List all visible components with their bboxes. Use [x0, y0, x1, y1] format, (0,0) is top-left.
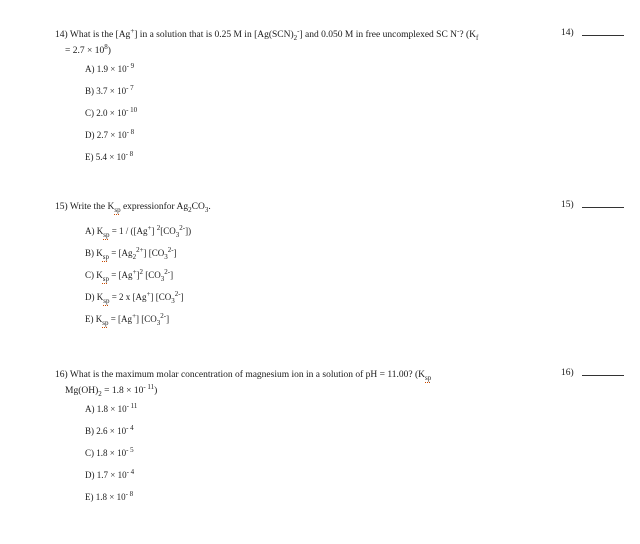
question-15: [55, 200, 575, 330]
option-e[interactable]: E) $5.4 \times 10^{- 8}$: [85, 150, 134, 162]
option-d[interactable]: D) $K_{sp} = 2$ x [Ag+] $[CO_3^{2-}]$: [85, 290, 184, 305]
option-a[interactable]: A) $K_{sp} = 1 / ([Ag^+]$ $^2[CO_3^{2-}]$): [85, 224, 192, 239]
option-d[interactable]: D) $1.7 \times 10^{- 4}$: [85, 468, 135, 480]
answer-line[interactable]: [582, 375, 624, 376]
question-16-stem: 16) What is the maximum molar concentration of magnesium ion in a solution of pH = 11.00? ($K_{sp}$: [55, 370, 432, 382]
option-a[interactable]: A) $1.9 \times 10^{- 9}$: [85, 62, 135, 74]
question-14-stem: 14) What is the [Ag+] in a solution that is 0.25 M in $[Ag(SCN)_2^-]$ and 0.050 M in free uncomplexed SC N-? ($K_f$: [55, 26, 479, 42]
question-number: 15): [55, 202, 68, 212]
option-b[interactable]: B) $3.7 \times 10^{- 7}$: [85, 84, 134, 96]
answer-blank-15[interactable]: 15): [561, 200, 624, 210]
option-c[interactable]: C) $2.0 \times 10^{- 10}$: [85, 106, 138, 118]
answer-blank-16[interactable]: 16): [561, 368, 624, 378]
answer-blank-14[interactable]: 14): [561, 28, 624, 38]
question-15-stem: 15) Write the $K_{sp}$ expressionfor $Ag_2CO_3$.: [55, 202, 211, 214]
option-a[interactable]: A) $1.8 \times 10^{- 11}$: [85, 402, 138, 414]
question-16-stem-line2: $Mg(OH)_2 = 1.8 \times 10^{- 11}$): [65, 382, 158, 398]
answer-line[interactable]: [582, 207, 624, 208]
option-b[interactable]: B) $2.6 \times 10^{- 4}$: [85, 424, 134, 436]
question-16: [55, 368, 575, 508]
option-b[interactable]: B) $K_{sp} = [Ag_2^{2+}]$ $[CO_3^{2-}]$: [85, 246, 177, 261]
answer-line[interactable]: [582, 35, 624, 36]
question-number: 14): [55, 30, 68, 40]
question-number: 16): [55, 370, 68, 380]
option-e[interactable]: E) $1.8 \times 10^{- 8}$: [85, 490, 134, 502]
question-14: [55, 28, 575, 168]
option-e[interactable]: E) $K_{sp} = [Ag^+]$ $[CO_3^{2-}]$: [85, 312, 170, 327]
option-c[interactable]: C) $K_{sp} = [Ag^+]^2$ $[CO_3^{2-}]$: [85, 268, 174, 283]
question-14-stem-line2: = $2.7 \times 10^8$): [65, 42, 111, 56]
option-c[interactable]: C) $1.8 \times 10^{- 5}$: [85, 446, 134, 458]
option-d[interactable]: D) $2.7 \times 10^{- 8}$: [85, 128, 135, 140]
